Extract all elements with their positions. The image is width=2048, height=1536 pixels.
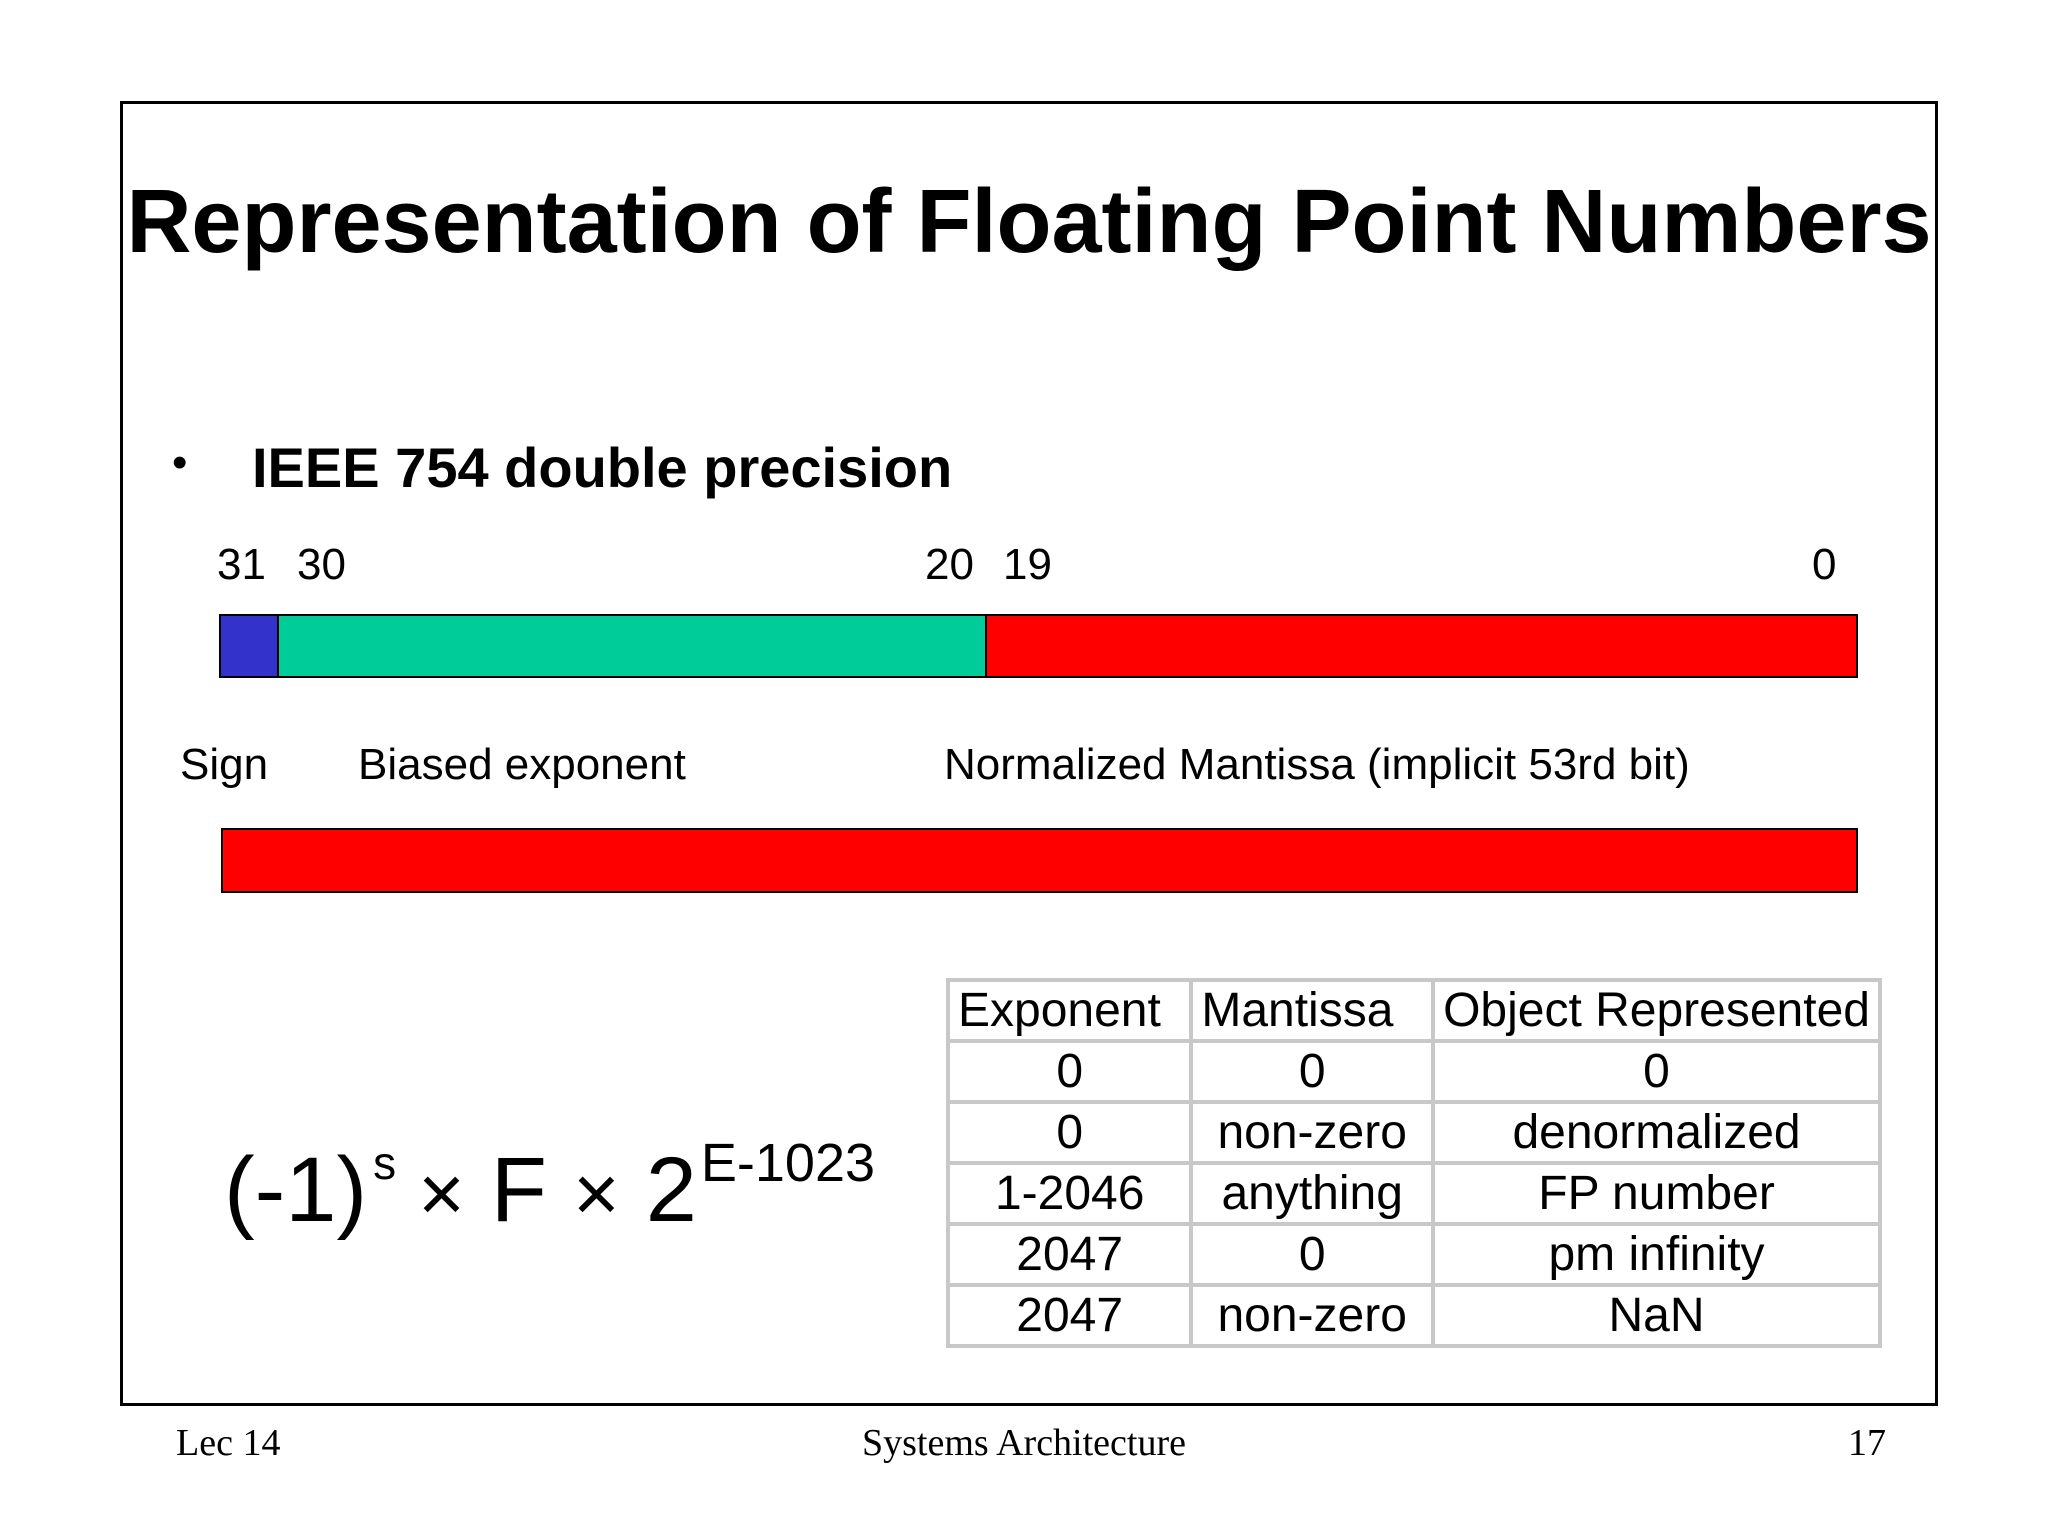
formula-exponent: E-1023 — [700, 1133, 876, 1193]
bit-label-20: 20 — [925, 540, 974, 589]
table-cell: 0 — [1433, 1041, 1880, 1102]
table-cell: 0 — [1191, 1041, 1433, 1102]
special-values-table — [946, 978, 1882, 1348]
table-cell: 1-2046 — [948, 1163, 1191, 1224]
exponent-field-bar — [277, 614, 987, 678]
exponent-label: Biased exponent — [358, 740, 686, 789]
table-cell: FP number — [1433, 1163, 1880, 1224]
table-row — [948, 1224, 1880, 1285]
table-cell: non-zero — [1191, 1102, 1433, 1163]
mantissa-field-bar — [985, 614, 1858, 678]
table-cell: 2047 — [948, 1224, 1191, 1285]
table-header-row — [948, 980, 1880, 1041]
special-values-table-wrapper — [946, 978, 1882, 1372]
table-cell: 2047 — [948, 1285, 1191, 1346]
bit-label-31: 31 — [217, 540, 266, 589]
header-mantissa: Mantissa — [1191, 980, 1433, 1041]
bit-label-30: 30 — [297, 540, 346, 589]
footer-course-title: Systems Architecture — [862, 1422, 1186, 1464]
table-row — [948, 1041, 1880, 1102]
table-cell: non-zero — [1191, 1285, 1433, 1346]
mantissa-extension-bar — [221, 828, 1858, 893]
sign-field-bar — [219, 614, 279, 678]
header-object-represented: Object Represented — [1433, 980, 1880, 1041]
table-row — [948, 1163, 1880, 1224]
table-row — [948, 1102, 1880, 1163]
formula-f: F — [490, 1139, 547, 1241]
table-cell: pm infinity — [1433, 1224, 1880, 1285]
bit-label-0: 0 — [1812, 540, 1837, 589]
table-cell: anything — [1191, 1163, 1433, 1224]
bullet-marker: • — [172, 438, 188, 487]
bit-label-19: 19 — [1003, 540, 1052, 589]
table-cell: 0 — [1191, 1224, 1433, 1285]
header-exponent: Exponent — [948, 980, 1191, 1041]
table-cell: NaN — [1433, 1285, 1880, 1346]
slide-title: Representation of Floating Point Numbers — [126, 172, 1932, 272]
table-cell: denormalized — [1433, 1102, 1880, 1163]
table-row — [948, 1285, 1880, 1346]
formula-times-1: × — [418, 1149, 465, 1238]
sign-label: Sign — [180, 740, 269, 789]
table-cell: 0 — [948, 1102, 1191, 1163]
formula-two: 2 — [645, 1139, 697, 1241]
mantissa-label: Normalized Mantissa (implicit 53rd bit) — [944, 740, 1690, 789]
table-cell: 0 — [948, 1041, 1191, 1102]
formula-base: (-1) — [224, 1139, 368, 1241]
bullet-text: IEEE 754 double precision — [252, 436, 953, 499]
footer-lecture: Lec 14 — [176, 1422, 281, 1464]
formula-sign-exponent: s — [373, 1137, 397, 1189]
value-formula — [224, 1133, 876, 1255]
formula-times-2: × — [573, 1149, 620, 1238]
footer-page-number: 17 — [1848, 1422, 1886, 1464]
